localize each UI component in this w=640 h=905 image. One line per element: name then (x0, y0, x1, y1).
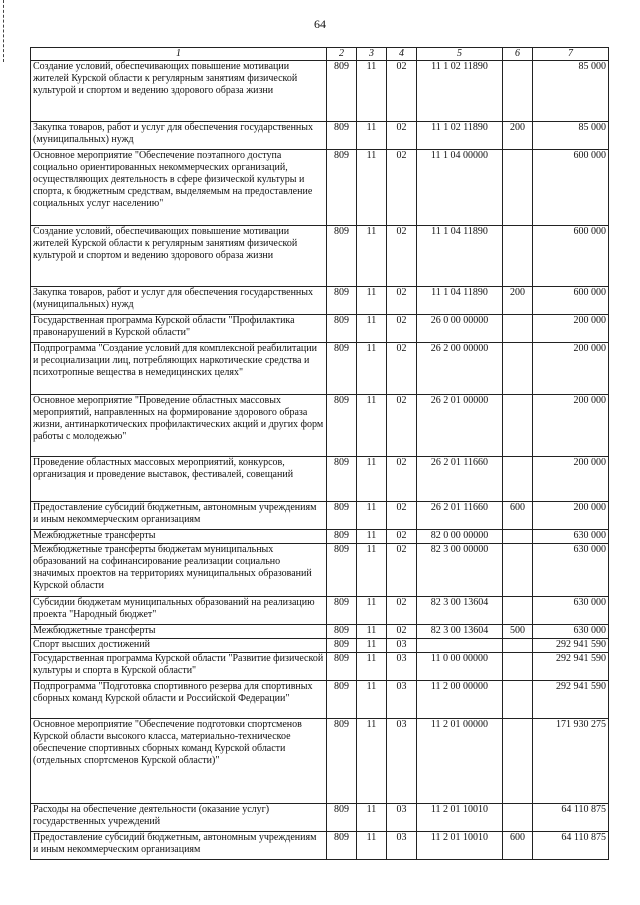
subsection-code: 02 (387, 61, 417, 122)
amount: 85 000 (533, 61, 609, 122)
table-row (31, 804, 609, 832)
expense-type-code (503, 150, 533, 226)
ministry-code: 809 (327, 544, 357, 597)
expense-name: Создание условий, обеспечивающих повышение мотивации жителей Курской области к регулярным занятиям физической культурой и спортом и ведению здорового образа жизни (31, 61, 327, 122)
section-code: 11 (357, 502, 387, 530)
section-code: 11 (357, 530, 387, 544)
column-header: 7 (533, 48, 609, 61)
target-code: 26 2 01 00000 (417, 395, 503, 457)
section-code: 11 (357, 287, 387, 315)
ministry-code: 809 (327, 681, 357, 719)
table-row (31, 544, 609, 597)
table-row (31, 343, 609, 395)
expense-type-code (503, 719, 533, 804)
ministry-code: 809 (327, 287, 357, 315)
amount: 200 000 (533, 343, 609, 395)
expense-name: Подпрограмма "Создание условий для комплексной реабилитации и ресоциализации лиц, потребляющих наркотические средства и психотропные вещества в немедицинских целях" (31, 343, 327, 395)
section-code: 11 (357, 719, 387, 804)
subsection-code: 02 (387, 544, 417, 597)
ministry-code: 809 (327, 122, 357, 150)
subsection-code: 02 (387, 597, 417, 625)
ministry-code: 809 (327, 150, 357, 226)
expense-name: Закупка товаров, работ и услуг для обеспечения государственных (муниципальных) нужд (31, 287, 327, 315)
target-code: 82 0 00 00000 (417, 530, 503, 544)
target-code: 82 3 00 13604 (417, 597, 503, 625)
expense-name: Основное мероприятие "Проведение областных массовых мероприятий, направленных на формирование здорового образа жизни, антинаркотических профилактических акций и других форм работы с молодежью" (31, 395, 327, 457)
expense-name: Межбюджетные трансферты бюджетам муниципальных образований на софинансирование реализации социально значимых проектов на территориях муниципальных образований Курской области (31, 544, 327, 597)
ministry-code: 809 (327, 226, 357, 287)
expense-name: Межбюджетные трансферты (31, 625, 327, 639)
amount: 200 000 (533, 315, 609, 343)
ministry-code: 809 (327, 315, 357, 343)
ministry-code: 809 (327, 625, 357, 639)
table-row (31, 597, 609, 625)
subsection-code: 02 (387, 457, 417, 502)
section-code: 11 (357, 625, 387, 639)
expense-type-code (503, 597, 533, 625)
amount: 200 000 (533, 502, 609, 530)
table-row (31, 457, 609, 502)
expense-name: Создание условий, обеспечивающих повышение мотивации жителей Курской области к регулярным занятиям физической культурой и спортом и ведению здорового образа жизни (31, 226, 327, 287)
expense-name: Закупка товаров, работ и услуг для обеспечения государственных (муниципальных) нужд (31, 122, 327, 150)
table-row (31, 832, 609, 860)
target-code: 82 3 00 13604 (417, 625, 503, 639)
table-row (31, 639, 609, 653)
amount: 200 000 (533, 457, 609, 502)
amount: 630 000 (533, 530, 609, 544)
table-row (31, 61, 609, 122)
expense-type-code: 500 (503, 625, 533, 639)
expense-name: Предоставление субсидий бюджетным, автономным учреждениям и иным некоммерческим организациям (31, 502, 327, 530)
expense-name: Расходы на обеспечение деятельности (оказание услуг) государственных учреждений (31, 804, 327, 832)
section-code: 11 (357, 639, 387, 653)
section-code: 11 (357, 395, 387, 457)
amount: 85 000 (533, 122, 609, 150)
expense-type-code (503, 315, 533, 343)
expense-type-code (503, 343, 533, 395)
table-row (31, 681, 609, 719)
header-row (31, 48, 609, 61)
ministry-code: 809 (327, 343, 357, 395)
expense-type-code (503, 681, 533, 719)
section-code: 11 (357, 150, 387, 226)
subsection-code: 02 (387, 530, 417, 544)
amount: 200 000 (533, 395, 609, 457)
table-row (31, 226, 609, 287)
amount: 292 941 590 (533, 681, 609, 719)
amount: 630 000 (533, 544, 609, 597)
ministry-code: 809 (327, 502, 357, 530)
target-code: 26 2 00 00000 (417, 343, 503, 395)
target-code: 26 2 01 11660 (417, 502, 503, 530)
ministry-code: 809 (327, 530, 357, 544)
section-code: 11 (357, 832, 387, 860)
target-code: 11 2 01 10010 (417, 804, 503, 832)
ministry-code: 809 (327, 832, 357, 860)
expense-type-code: 600 (503, 832, 533, 860)
expense-name: Основное мероприятие "Обеспечение поэтапного доступа социально ориентированных некоммерческих организаций, осуществляющих деятельность в сфере физической культуры и спорта, к бюджетным средствам, выделяемым на предоставление социальных услуг населению" (31, 150, 327, 226)
table-row (31, 150, 609, 226)
target-code: 11 2 01 10010 (417, 832, 503, 860)
ministry-code: 809 (327, 639, 357, 653)
target-code: 11 1 02 11890 (417, 61, 503, 122)
subsection-code: 03 (387, 639, 417, 653)
amount: 630 000 (533, 625, 609, 639)
target-code: 82 3 00 00000 (417, 544, 503, 597)
ministry-code: 809 (327, 719, 357, 804)
amount: 171 930 275 (533, 719, 609, 804)
ministry-code: 809 (327, 597, 357, 625)
expense-name: Предоставление субсидий бюджетным, автономным учреждениям и иным некоммерческим организациям (31, 832, 327, 860)
target-code: 11 2 00 00000 (417, 681, 503, 719)
ministry-code: 809 (327, 804, 357, 832)
expense-type-code (503, 530, 533, 544)
target-code: 11 1 04 11890 (417, 226, 503, 287)
subsection-code: 03 (387, 832, 417, 860)
expense-type-code: 200 (503, 287, 533, 315)
expense-name: Проведение областных массовых мероприятий, конкурсов, организация и проведение выставок, фестивалей, совещаний (31, 457, 327, 502)
subsection-code: 02 (387, 226, 417, 287)
subsection-code: 02 (387, 287, 417, 315)
amount: 630 000 (533, 597, 609, 625)
expense-type-code (503, 395, 533, 457)
amount: 292 941 590 (533, 639, 609, 653)
expense-type-code (503, 61, 533, 122)
expense-name: Государственная программа Курской области "Профилактика правонарушений в Курской области" (31, 315, 327, 343)
section-code: 11 (357, 226, 387, 287)
amount: 64 110 875 (533, 832, 609, 860)
column-header: 5 (417, 48, 503, 61)
table-row (31, 625, 609, 639)
ministry-code: 809 (327, 61, 357, 122)
ministry-code: 809 (327, 457, 357, 502)
expense-type-code (503, 639, 533, 653)
section-code: 11 (357, 61, 387, 122)
section-code: 11 (357, 804, 387, 832)
table-row (31, 287, 609, 315)
target-code: 11 1 04 00000 (417, 150, 503, 226)
expense-name: Государственная программа Курской области "Развитие физической культуры и спорта в Курской области" (31, 653, 327, 681)
table-row (31, 719, 609, 804)
expense-type-code (503, 544, 533, 597)
target-code: 11 1 04 11890 (417, 287, 503, 315)
column-header: 3 (357, 48, 387, 61)
column-header: 2 (327, 48, 357, 61)
subsection-code: 03 (387, 681, 417, 719)
section-code: 11 (357, 544, 387, 597)
table-row (31, 122, 609, 150)
amount: 600 000 (533, 287, 609, 315)
budget-table (30, 47, 609, 860)
target-code: 26 2 01 11660 (417, 457, 503, 502)
column-header: 4 (387, 48, 417, 61)
target-code: 11 1 02 11890 (417, 122, 503, 150)
section-code: 11 (357, 653, 387, 681)
amount: 64 110 875 (533, 804, 609, 832)
expense-type-code (503, 653, 533, 681)
subsection-code: 02 (387, 395, 417, 457)
subsection-code: 02 (387, 502, 417, 530)
section-code: 11 (357, 315, 387, 343)
subsection-code: 03 (387, 719, 417, 804)
subsection-code: 02 (387, 625, 417, 639)
amount: 600 000 (533, 226, 609, 287)
table-row (31, 315, 609, 343)
expense-name: Субсидии бюджетам муниципальных образований на реализацию проекта "Народный бюджет" (31, 597, 327, 625)
target-code: 26 0 00 00000 (417, 315, 503, 343)
section-code: 11 (357, 122, 387, 150)
section-code: 11 (357, 457, 387, 502)
target-code: 11 2 01 00000 (417, 719, 503, 804)
section-code: 11 (357, 597, 387, 625)
target-code (417, 639, 503, 653)
expense-type-code (503, 226, 533, 287)
subsection-code: 02 (387, 150, 417, 226)
expense-type-code (503, 457, 533, 502)
table-row (31, 653, 609, 681)
subsection-code: 02 (387, 343, 417, 395)
amount: 292 941 590 (533, 653, 609, 681)
subsection-code: 03 (387, 804, 417, 832)
page-number: 64 (314, 17, 326, 31)
column-header: 1 (31, 48, 327, 61)
expense-name: Спорт высших достижений (31, 639, 327, 653)
expense-type-code: 600 (503, 502, 533, 530)
amount: 600 000 (533, 150, 609, 226)
subsection-code: 03 (387, 653, 417, 681)
table-row (31, 530, 609, 544)
table-row (31, 502, 609, 530)
column-header: 6 (503, 48, 533, 61)
ministry-code: 809 (327, 395, 357, 457)
section-code: 11 (357, 343, 387, 395)
expense-type-code: 200 (503, 122, 533, 150)
target-code: 11 0 00 00000 (417, 653, 503, 681)
expense-name: Межбюджетные трансферты (31, 530, 327, 544)
table-row (31, 395, 609, 457)
expense-type-code (503, 804, 533, 832)
subsection-code: 02 (387, 122, 417, 150)
ministry-code: 809 (327, 653, 357, 681)
subsection-code: 02 (387, 315, 417, 343)
expense-name: Основное мероприятие "Обеспечение подготовки спортсменов Курской области высокого класса, материально-техническое обеспечение спортивных сборных команд Курской области (отдельных спортсменов Курской области)" (31, 719, 327, 804)
expense-name: Подпрограмма "Подготовка спортивного резерва для спортивных сборных команд Курской области и Российской Федерации" (31, 681, 327, 719)
section-code: 11 (357, 681, 387, 719)
